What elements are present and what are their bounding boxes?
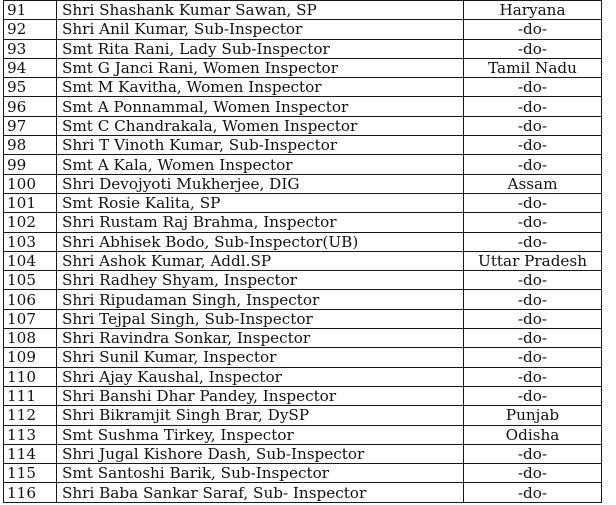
serial-number-cell: 93 [4,39,57,58]
state-cell: Punjab [464,406,602,425]
serial-number-cell: 101 [4,193,57,212]
name-designation-cell: Shri T Vinoth Kumar, Sub-Inspector [57,136,464,155]
serial-number-cell: 91 [4,1,57,20]
name-designation-cell: Shri Radhey Shyam, Inspector [57,271,464,290]
serial-number-cell: 108 [4,329,57,348]
serial-number-cell: 111 [4,386,57,405]
serial-number-cell: 92 [4,20,57,39]
table-row [4,136,602,155]
table-row [4,483,602,502]
state-cell: -do- [464,309,602,328]
table-row [4,425,602,444]
table-row [4,329,602,348]
table-row [4,444,602,463]
state-cell: -do- [464,39,602,58]
serial-number-cell: 116 [4,483,57,502]
name-designation-cell: Smt A Ponnammal, Women Inspector [57,97,464,116]
state-cell: -do- [464,136,602,155]
table-row [4,464,602,483]
serial-number-cell: 98 [4,136,57,155]
name-designation-cell: Shri Shashank Kumar Sawan, SP [57,1,464,20]
name-designation-cell: Shri Devojyoti Mukherjee, DIG [57,174,464,193]
table-row [4,116,602,135]
serial-number-cell: 96 [4,97,57,116]
serial-number-cell: 94 [4,58,57,77]
state-cell: -do- [464,20,602,39]
name-designation-cell: Shri Anil Kumar, Sub-Inspector [57,20,464,39]
table-row [4,20,602,39]
serial-number-cell: 103 [4,232,57,251]
serial-number-cell: 106 [4,290,57,309]
name-designation-cell: Smt M Kavitha, Women Inspector [57,78,464,97]
state-cell: -do- [464,213,602,232]
name-designation-cell: Smt C Chandrakala, Women Inspector [57,116,464,135]
name-designation-cell: Shri Rustam Raj Brahma, Inspector [57,213,464,232]
table-row [4,1,602,20]
table-row [4,193,602,212]
serial-number-cell: 97 [4,116,57,135]
table-row [4,39,602,58]
state-cell: -do- [464,367,602,386]
name-designation-cell: Shri Ajay Kaushal, Inspector [57,367,464,386]
name-designation-cell: Shri Tejpal Singh, Sub-Inspector [57,309,464,328]
name-designation-cell: Smt A Kala, Women Inspector [57,155,464,174]
table-row [4,213,602,232]
serial-number-cell: 99 [4,155,57,174]
table-row [4,155,602,174]
state-cell: Tamil Nadu [464,58,602,77]
serial-number-cell: 115 [4,464,57,483]
table-row [4,367,602,386]
state-cell: -do- [464,483,602,502]
document-page [3,0,613,503]
table-row [4,97,602,116]
table-row [4,271,602,290]
awardee-table-body [4,1,602,503]
name-designation-cell: Shri Abhisek Bodo, Sub-Inspector(UB) [57,232,464,251]
serial-number-cell: 109 [4,348,57,367]
state-cell: Odisha [464,425,602,444]
name-designation-cell: Smt Rosie Kalita, SP [57,193,464,212]
state-cell: -do- [464,271,602,290]
state-cell: Assam [464,174,602,193]
name-designation-cell: Smt Rita Rani, Lady Sub-Inspector [57,39,464,58]
table-row [4,290,602,309]
serial-number-cell: 110 [4,367,57,386]
table-row [4,174,602,193]
name-designation-cell: Smt G Janci Rani, Women Inspector [57,58,464,77]
serial-number-cell: 107 [4,309,57,328]
state-cell: -do- [464,193,602,212]
table-row [4,386,602,405]
name-designation-cell: Shri Banshi Dhar Pandey, Inspector [57,386,464,405]
table-row [4,348,602,367]
name-designation-cell: Shri Ravindra Sonkar, Inspector [57,329,464,348]
table-row [4,309,602,328]
name-designation-cell: Shri Ashok Kumar, Addl.SP [57,251,464,270]
serial-number-cell: 105 [4,271,57,290]
state-cell: -do- [464,444,602,463]
state-cell: -do- [464,464,602,483]
table-row [4,232,602,251]
serial-number-cell: 112 [4,406,57,425]
table-row [4,58,602,77]
awardee-table [3,0,602,503]
state-cell: -do- [464,386,602,405]
table-row [4,251,602,270]
name-designation-cell: Shri Sunil Kumar, Inspector [57,348,464,367]
name-designation-cell: Shri Jugal Kishore Dash, Sub-Inspector [57,444,464,463]
serial-number-cell: 114 [4,444,57,463]
name-designation-cell: Shri Bikramjit Singh Brar, DySP [57,406,464,425]
serial-number-cell: 102 [4,213,57,232]
serial-number-cell: 100 [4,174,57,193]
table-row [4,78,602,97]
serial-number-cell: 113 [4,425,57,444]
state-cell: -do- [464,290,602,309]
table-row [4,406,602,425]
state-cell: -do- [464,78,602,97]
state-cell: -do- [464,348,602,367]
state-cell: Uttar Pradesh [464,251,602,270]
name-designation-cell: Smt Santoshi Barik, Sub-Inspector [57,464,464,483]
state-cell: -do- [464,232,602,251]
state-cell: -do- [464,116,602,135]
name-designation-cell: Shri Ripudaman Singh, Inspector [57,290,464,309]
state-cell: -do- [464,97,602,116]
serial-number-cell: 104 [4,251,57,270]
name-designation-cell: Smt Sushma Tirkey, Inspector [57,425,464,444]
state-cell: -do- [464,155,602,174]
state-cell: Haryana [464,1,602,20]
name-designation-cell: Shri Baba Sankar Saraf, Sub- Inspector [57,483,464,502]
state-cell: -do- [464,329,602,348]
serial-number-cell: 95 [4,78,57,97]
